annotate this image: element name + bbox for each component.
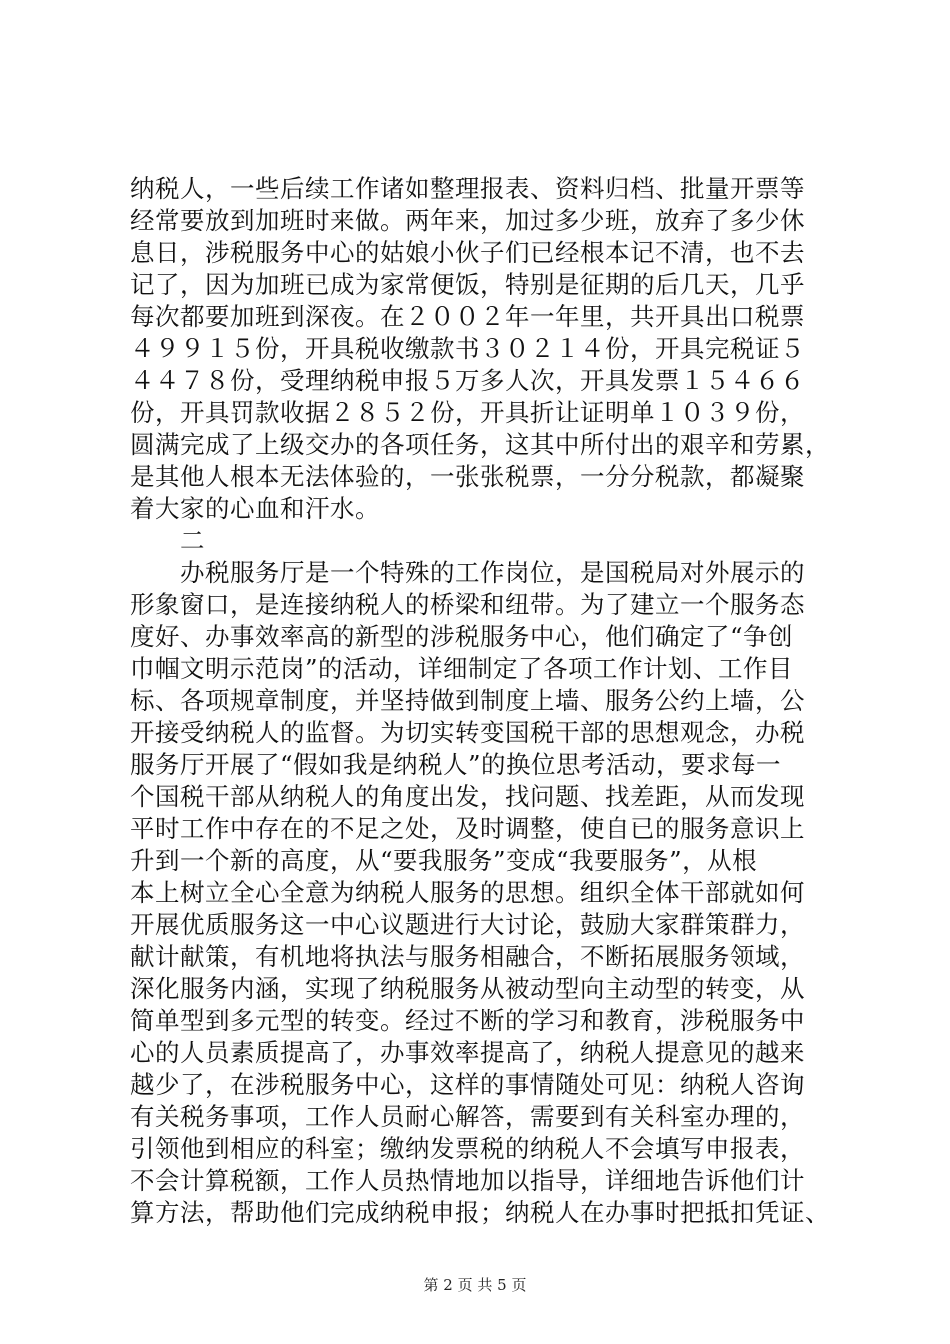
text-line: 心的人员素质提高了，办事效率提高了，纳税人提意见的越来 (130, 1038, 805, 1067)
text-line: 经常要放到加班时来做。两年来，加过多少班，放弃了多少休 (130, 206, 805, 235)
text-line: 献计献策，有机地将执法与服务相融合，不断拓展服务领域， (130, 942, 805, 971)
text-line: ４４７８份，受理纳税申报５万多人次，开具发票１５４６６ (130, 366, 805, 395)
text-line: 升到一个新的高度，从“要我服务”变成“我要服务”，从根 (130, 846, 758, 875)
text-line: 度好、办事效率高的新型的涉税服务中心，他们确定了“争创 (130, 622, 794, 651)
body-text (130, 173, 830, 1229)
text-line: 息日，涉税服务中心的姑娘小伙子们已经根本记不清，也不去 (130, 238, 805, 267)
text-line: ４９９１５份，开具税收缴款书３０２１４份，开具完税证５ (130, 334, 805, 363)
text-line: 开展优质服务这一中心议题进行大讨论，鼓励大家群策群力， (130, 910, 805, 939)
text-line: 办税服务厅是一个特殊的工作岗位，是国税局对外展示的 (130, 558, 805, 587)
text-line: 巾帼文明示范岗”的活动，详细制定了各项工作计划、工作目 (130, 654, 794, 683)
text-line: 个国税干部从纳税人的角度出发，找问题、找差距，从而发现 (130, 782, 805, 811)
text-line: 开接受纳税人的监督。为切实转变国税干部的思想观念，办税 (130, 718, 805, 747)
text-line: 不会计算税额，工作人员热情地加以指导，详细地告诉他们计 (130, 1166, 805, 1195)
text-line: 服务厅开展了“假如我是纳税人”的换位思考活动，要求每一 (130, 750, 782, 779)
text-line: 标、各项规章制度，并坚持做到制度上墙、服务公约上墙，公 (130, 686, 805, 715)
text-line: 着大家的心血和汗水。 (130, 494, 380, 523)
text-line: 是其他人根本无法体验的，一张张税票，一分分税款，都凝聚 (130, 462, 805, 491)
text-line: 平时工作中存在的不足之处，及时调整，使自已的服务意识上 (130, 814, 805, 843)
page-number-footer: 第 2 页 共 5 页 (423, 1276, 527, 1294)
text-line: 简单型到多元型的转变。经过不断的学习和教育，涉税服务中 (130, 1006, 805, 1035)
text-line: 越少了，在涉税服务中心，这样的事情随处可见：纳税人咨询 (130, 1070, 805, 1099)
text-line: 本上树立全心全意为纳税人服务的思想。组织全体干部就如何 (130, 878, 805, 907)
text-line: 有关税务事项，工作人员耐心解答，需要到有关科室办理的， (130, 1102, 805, 1131)
text-line: 每次都要加班到深夜。在２００２年一年里，共开具出口税票 (130, 302, 805, 331)
text-line: 形象窗口，是连接纳税人的桥梁和纽带。为了建立一个服务态 (130, 590, 805, 619)
text-line: 份，开具罚款收据２８５２份，开具折让证明单１０３９份， (130, 398, 805, 427)
text-line: 纳税人，一些后续工作诸如整理报表、资料归档、批量开票等 (130, 174, 805, 203)
text-line: 引领他到相应的科室；缴纳发票税的纳税人不会填写申报表， (130, 1134, 805, 1163)
text-line: 圆满完成了上级交办的各项任务，这其中所付出的艰辛和劳累， (130, 430, 830, 459)
text-line: 记了，因为加班已成为家常便饭，特别是征期的后几天，几乎 (130, 270, 805, 299)
section-heading: 二 (130, 526, 205, 555)
text-line: 算方法，帮助他们完成纳税申报；纳税人在办事时把抵扣凭证、 (130, 1198, 830, 1227)
text-line: 深化服务内涵，实现了纳税服务从被动型向主动型的转变，从 (130, 974, 805, 1003)
